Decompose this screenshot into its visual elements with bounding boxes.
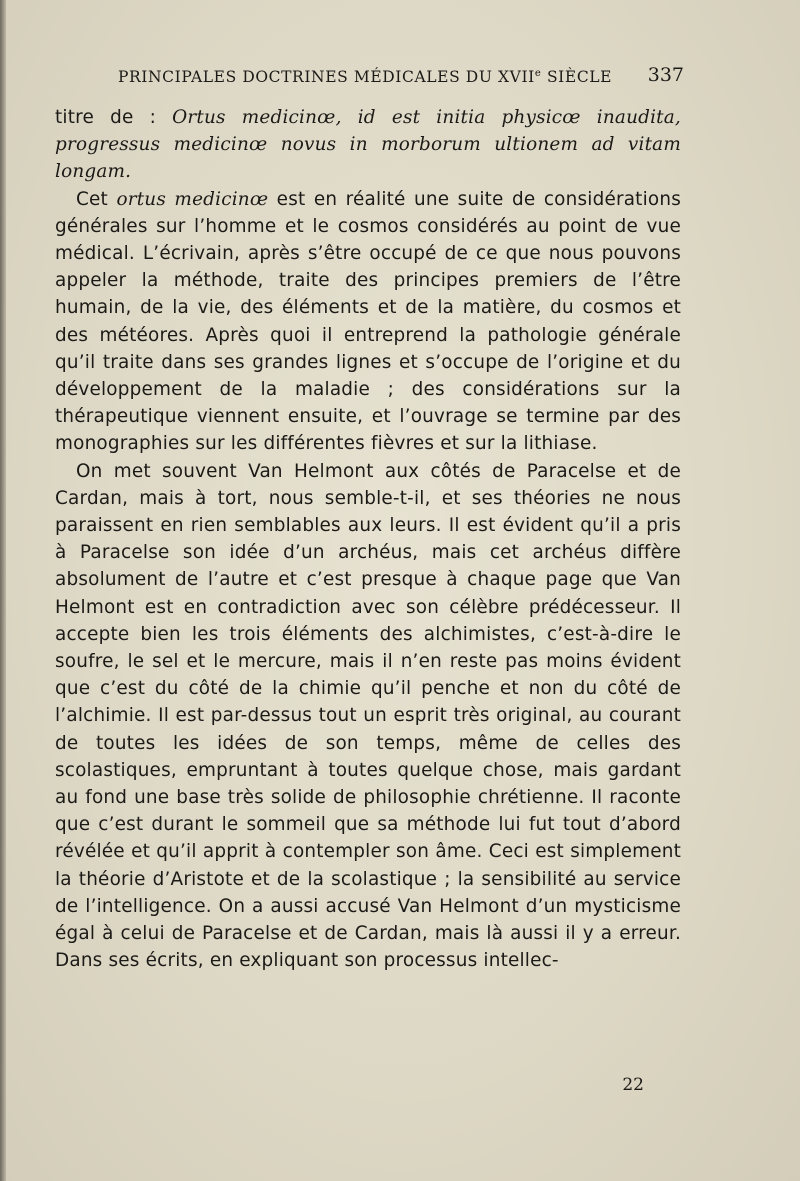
ortus-medicinae-italic: ortus medicinœ xyxy=(116,188,269,210)
running-head-superscript: e xyxy=(534,67,542,79)
page-number: 337 xyxy=(647,64,684,86)
paragraph-2-lead: Cet xyxy=(76,188,117,210)
paragraph-1-lead: titre de : xyxy=(55,107,173,128)
running-head-siecle: SIÈCLE xyxy=(541,68,613,86)
signature-mark: 22 xyxy=(622,1075,644,1095)
paragraph-2-body: est en réalité une suite de considérations générales sur l’homme et le cosmos considérés au point de vue médical. L’écrivain, après s’être occupé de ce que nous pouvons appeler la méthode, traite des principes premiers de l’être humain, de la vie, des éléments et de la matière, du cosmos et des météores. Après quoi il entreprend la pathologie générale qu’il traite dans ses grandes lignes et s’occupe de l’origine et du développement de la maladie ; des considérations sur la thérapeutique viennent ensuite, et l’ouvrage se termine par des monographies sur les différentes fièvres et sur la lithiase. xyxy=(55,188,681,455)
page-gutter xyxy=(0,0,6,1181)
paragraph-3: On met souvent Van Helmont aux côtés de Paracelse et de Cardan, mais à tort, nous semble-t-il, et ses théories ne nous paraissent en rien semblables aux leurs. Il est évident qu’il a pris à Paracelse son idée d’un archéus, mais cet archéus diffère absolument de l’autre et c’est presque à chaque page que Van Helmont est en contradiction avec son célèbre prédécesseur. Il accepte bien les trois éléments des alchimistes, c’est-à-dire le soufre, le sel et le mercure, mais il n’en reste pas moins évident que c’est du côté de la chimie qu’il penche et non du côté de l’alchimie. Il est par-dessus tout un esprit très original, au courant de toutes les idées de son temps, même de celles des scolastiques, empruntant à toutes quelque chose, mais gardant au fond une base très solide de philosophie chrétienne. Il raconte que c’est durant le sommeil que sa méthode lui fut tout d’abord révélée et qu’il apprit à contempler son âme. Ceci est simplement la théorie d’Aristote et de la scolastique ; la sensibilité au service de l’intelligence. On a aussi accusé Van Helmont d’un mysticisme égal à celui de Paracelse et de Cardan, mais là aussi il y a erreur. Dans ses écrits, en expliquant son processus intellec- xyxy=(55,460,681,972)
page-header xyxy=(108,62,684,92)
body-text xyxy=(55,104,681,975)
running-head-title: PRINCIPALES DOCTRINES MÉDICALES DU XVII xyxy=(118,68,535,86)
paragraph-2 xyxy=(55,186,681,458)
running-head xyxy=(118,68,612,86)
paragraph-1 xyxy=(55,104,681,186)
latin-title: Ortus medicinœ, id est initia physicœ inaudita, progressus medicinœ novus in morborum ultionem ad vitam longam. xyxy=(55,107,681,183)
